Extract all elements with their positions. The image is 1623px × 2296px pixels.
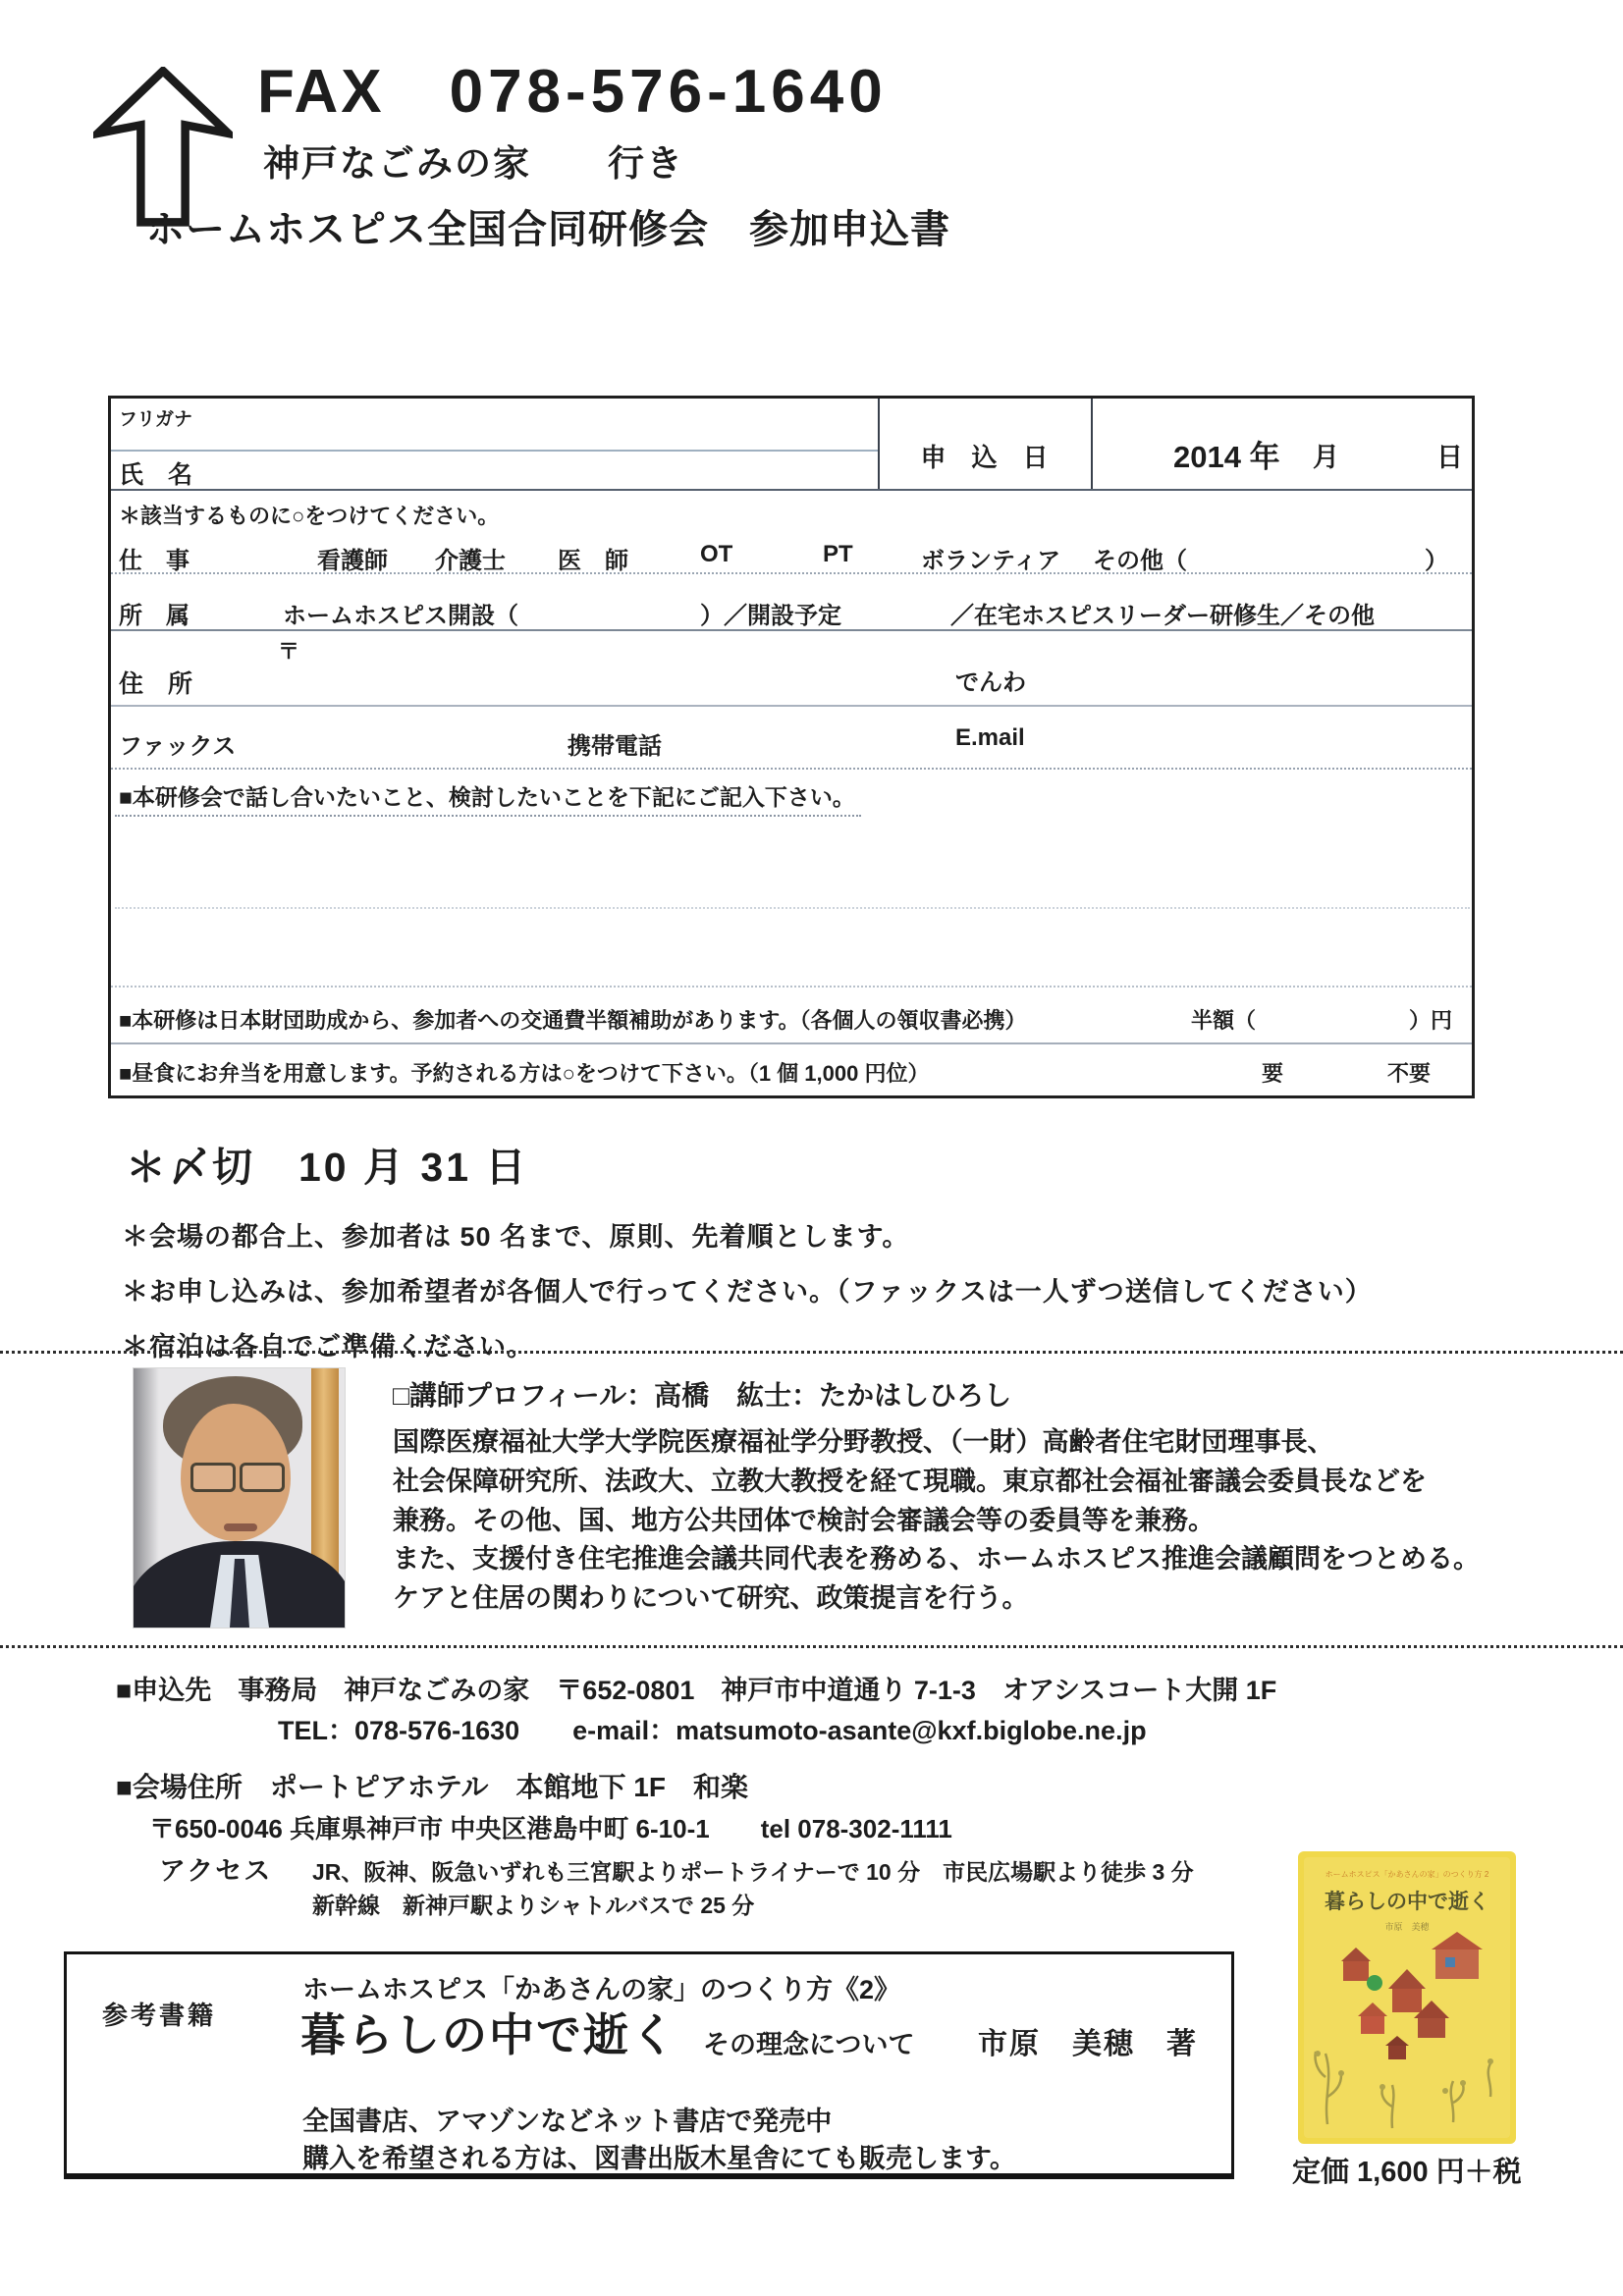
application-contact-line: ■申込先 事務局 神戸なごみの家 〒652-0801 神戸市中道通り 7-1-3 オアシスコート大開 1F [116, 1676, 1277, 1705]
profile-line: ケアと住居の関わりについて研究、政策提言を行う。 [393, 1583, 1029, 1613]
lecturer-profile-title: □講師プロフィール：高橋 紘士：たかはしひろし [393, 1380, 1012, 1411]
job-row [111, 533, 1472, 574]
form-title: ホームホスピス全国合同研修会 参加申込書 [145, 208, 950, 251]
job-option-pt: PT [823, 541, 853, 567]
fax-number: 078-576-1640 [449, 58, 888, 126]
subsidy-row [111, 988, 1472, 1044]
job-option-doctor: 医 師 [558, 548, 628, 574]
book-subtitle: その理念について [703, 2030, 915, 2059]
topics-instruction: ■本研修会で話し合いたいこと、検討したいことを下記にご記入下さい。 [119, 784, 855, 810]
lunch-row [111, 1044, 1472, 1095]
job-option-nurse: 看護師 [317, 548, 388, 574]
job-option-ot: OT [700, 541, 733, 567]
access-route-line1: JR、阪神、阪急いずれも三宮駅よりポートライナーで 10 分 市民広場駅より徒歩 3 分 [312, 1859, 1194, 1885]
furigana-label: フリガナ [119, 409, 193, 430]
fax-header [257, 57, 888, 127]
address-label: 住 所 [119, 670, 193, 698]
apply-month-label: 月 [1313, 443, 1339, 472]
cover-top-line: ホームホスピス「かあさんの家」のつくり方 2 [1325, 1870, 1489, 1879]
dotted-divider-top [0, 1351, 1623, 1354]
apply-day-label: 日 [1436, 443, 1463, 472]
phone-label: でんわ [955, 669, 1026, 696]
lecturer-mouth [224, 1523, 257, 1531]
book-availability-line1: 全国書店、アマゾンなどネット書店で発売中 [302, 2107, 833, 2136]
venue-address-line: 〒650-0046 兵庫県神戸市 中央区港島中町 6-10-1 tel 078-302-1111 [149, 1814, 952, 1843]
fax-field-label: ファックス [119, 733, 237, 760]
email-field-label: E.mail [955, 724, 1025, 751]
affiliation-option-opened: ホームホスピス開設（ [283, 603, 518, 629]
book-author: 市原 美穂 著 [978, 2028, 1198, 2060]
lunch-note: ■昼食にお弁当を用意します。予約される方は○をつけて下さい。（1 個 1,000 円位） [119, 1061, 930, 1086]
capacity-note: ＊会場の都合上、参加者は 50 名まで、原則、先着順とします。 [122, 1222, 910, 1252]
affiliation-label: 所 属 [119, 603, 189, 629]
book-title: 暮らしの中で逝く [300, 2010, 677, 2060]
fax-mobile-email-row [111, 707, 1472, 770]
glasses-left-lens [190, 1463, 236, 1492]
postal-mark: 〒 [278, 639, 300, 664]
addressee: 神戸なごみの家 行き [263, 143, 684, 184]
address-row [111, 631, 1472, 707]
access-label: アクセス [159, 1856, 273, 1886]
individual-application-note: ＊お申し込みは、参加希望者が各個人で行ってください。（ファックスは一人ずつ送信してください） [122, 1277, 1373, 1307]
apply-year: 2014 年 [1173, 440, 1280, 474]
book-cover [1298, 1851, 1516, 2144]
job-option-other-close: ） [1425, 548, 1448, 574]
lecturer-photo [133, 1367, 346, 1629]
job-label: 仕 事 [119, 548, 189, 574]
profile-line: 社会保障研究所、法政大、立教大教授を経て現職。東京都社会福祉審議会委員長などを [393, 1467, 1427, 1496]
book-series-title: ホームホスピス「かあさんの家」のつくり方《2》 [302, 1975, 901, 2004]
venue-name-line: ■会場住所 ポートピアホテル 本館地下 1F 和楽 [116, 1772, 748, 1802]
subsidy-note: ■本研修は日本財団助成から、参加者への交通費半額補助があります。（各個人の領収書必携） [119, 1008, 1027, 1033]
cover-title: 暮らしの中で逝く [1325, 1891, 1489, 1913]
subsidy-half-open: 半額（ [1191, 1008, 1257, 1033]
deadline-note: ＊〆切 10 月 31 日 [126, 1145, 529, 1190]
mobile-field-label: 携帯電話 [568, 733, 662, 760]
subsidy-yen-close: ）円 [1409, 1008, 1453, 1033]
book-availability-line2: 購入を希望される方は、図書出版木星舎にても販売します。 [302, 2144, 1016, 2173]
application-table [108, 396, 1475, 1098]
job-option-other-open: その他（ [1093, 548, 1187, 574]
name-label: 氏 名 [119, 461, 193, 489]
topics-writing-line [115, 907, 1470, 909]
affiliation-option-planned: ）／開設予定 [700, 603, 841, 629]
access-route-line2: 新幹線 新神戸駅よりシャトルバスで 25 分 [312, 1893, 755, 1918]
name-and-date-row [111, 399, 1472, 491]
topics-underline [115, 815, 861, 817]
reference-book-label: 参考書籍 [102, 2001, 217, 2030]
application-contact-tel-email: TEL：078-576-1630 e-mail：matsumoto-asante@kxf.biglobe.ne.jp [278, 1716, 1147, 1745]
dotted-divider-bottom [0, 1645, 1623, 1648]
glasses-right-lens [240, 1463, 285, 1492]
profile-line: 兼務。その他、国、地方公共団体で検討会審議会等の委員等を兼務。 [393, 1506, 1215, 1535]
circle-instruction: ＊該当するものに○をつけてください。 [119, 504, 500, 528]
fax-label: FAX [257, 58, 385, 126]
book-price: 定価 1,600 円＋税 [1292, 2157, 1522, 2188]
reference-book-box [64, 1951, 1234, 2179]
profile-line: 国際医療福祉大学大学院医療福祉学分野教授、（一財）高齢者住宅財団理事長、 [393, 1427, 1334, 1457]
affiliation-row [111, 574, 1472, 631]
cell-divider [1091, 399, 1093, 489]
job-option-careworker: 介護士 [435, 548, 506, 574]
job-option-volunteer: ボランティア [921, 548, 1061, 574]
discussion-topics-row [111, 770, 1472, 988]
furigana-underline [111, 450, 878, 452]
circle-instruction-row [111, 491, 1472, 533]
affiliation-option-trainee-other: ／在宅ホスピスリーダー研修生／その他 [950, 603, 1375, 629]
lunch-required-label: 要 [1262, 1061, 1284, 1086]
lunch-not-required-label: 不要 [1387, 1061, 1432, 1086]
cover-author: 市原 美穂 [1384, 1922, 1430, 1932]
lodging-note: ＊宿泊は各自でご準備ください。 [122, 1332, 534, 1362]
profile-line: また、支援付き住宅推進会議共同代表を務める、ホームホスピス推進会議顧問をつとめる。 [393, 1544, 1480, 1574]
apply-date-label: 申 込 日 [920, 443, 1049, 472]
